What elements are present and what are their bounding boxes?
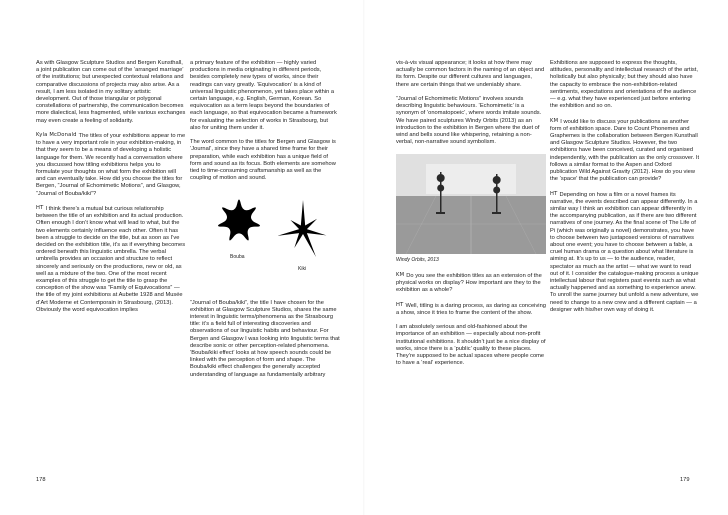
paragraph: The word common to the titles for Bergen and Glasgow is ‘Journal’, since they have a shared time frame for their preparation, while each exhibition has a unique field of form and sound as its focus. Both elements are somehow tied to time-consuming craftsmanship as well as the coupling of motion and sound. [190, 139, 336, 182]
paragraph-text: I would like to discuss your publications as another form of exhibition space. Dare to Count Phonemes and Graphemes is the collaboration between Bergen Kunsthall and Glasgow Sculpture Studios. However, the two exhibitions have been conceived, curated and organised independently, with the publication as the only crossover. It follows a similar format to the Aspen and Oxford publication Wild Against Gravity (2012). How do you view the ‘space’ that the publication can provide? [550, 118, 700, 183]
paragraph: vis-à-vis visual appearance; it looks at how there may actually be common factors in the naming of an object and its form. Despite our different cultures and languages, there are certain things that we undeniably share. [396, 60, 545, 88]
paragraph-text: As with Glasgow Sculpture Studios and Bergen Kunsthall, a joint publication can come out of the ‘arranged marriage’ of the institutions; but unexpected contextual relations and comparative discussions of projects may also arise. As a result, I am less isolated in my solitary artistic development. Out of those triangular or polygonal constellations of partnership, the communication becomes more dialectical, less fragmented, while various exchanges may even create a feeling of solidarity. [36, 60, 186, 124]
speaker-label: HT [550, 190, 558, 197]
paragraph [550, 118, 700, 184]
paragraph [550, 191, 700, 314]
paragraph-text: I am absolutely serious and old-fashioned about the importance of an exhibition — especially about non-profit institutional exhibitions. It shouldn’t just be a nice display of works, since there is a ‘public’ quality to these places. They’re supposed to be actual spaces where people come to have a ‘real’ experience. [396, 324, 546, 367]
installation-photo-drawing [396, 154, 546, 254]
book-gutter [363, 0, 365, 515]
photo-caption: Windy Orbits, 2013 [396, 256, 439, 263]
bouba-kiki-figure [190, 190, 340, 292]
paragraph-text: Well, titling is a daring process, as daring as conceiving a show, since it tries to frame the content of the show. [396, 302, 546, 316]
installation-photo [396, 154, 546, 254]
speaker-label: HT [396, 301, 404, 308]
paragraph [36, 60, 186, 125]
left-page-column-1 [36, 60, 186, 321]
right-page-column-2 [550, 60, 700, 321]
page-number-left: 178 [36, 477, 46, 483]
speaker-label: KM [396, 271, 405, 278]
kiki-shape [278, 198, 328, 262]
speaker-label: HT [36, 205, 44, 212]
page-number-right: 179 [680, 477, 690, 483]
paragraph: a primary feature of the exhibition — highly varied productions in media originating in different periods, besides completely new types of works, since their readings can vary greatly. ‘Equivocation’ is a kind of universal linguistic phenomenon, yet takes place within a certain language, e.g. English, German, Korean. So equivocation as a term leaps beyond the boundaries of each language, so that equivocation became a framework for evaluating the selection of works in Strasbourg, but also for uniting them under it. [190, 60, 337, 131]
paragraph-text: Exhibitions are supposed to express the thoughts, attitudes, personality and intellectual research of the artist, holistically but also physically; but they should also have the capacity to embrace the non-exhibition-related sentiments, expectations and orientations of the audience — e.g. what they have experienced just before entering the exhibition and so on. [550, 60, 698, 110]
paragraph-text: Do you see the exhibition titles as an extension of the physical works on display? How important are they to the exhibition as a whole? [396, 272, 542, 294]
bouba-shape [210, 192, 268, 250]
left-page-column-2 [190, 60, 340, 386]
paragraph: “Journal of Echomimetic Motions” involves sounds describing linguistic behaviours. ‘Echomimetic’ is a synonym of ‘onomatopoeic’, where words imitate sounds. We have paired sculptures Windy Orbits (2013) as an introduction to the exhibition in Bergen where the duet of wind and bells sound like whispering, retaining a non-verbal, non-narrative sound symbolism. [396, 96, 542, 146]
paragraph [550, 60, 700, 110]
paragraph [396, 272, 546, 295]
paragraph [36, 205, 186, 314]
paragraph: “Journal of Bouba/kiki”, the title I have chosen for the exhibition at Glasgow Sculpture Studios, shares the same interest in linguistic terms/phenomena as the Strasbourg title: it’s a field full of interesting discoveries and observations of our linguistic habits and behaviour. For Bergen and Glasgow I was looking into linguistic terms that describe sonic or other perception-related phenomena. ‘Bouba/kiki effect’ looks at how speech sounds could be linked with the perception of form and shape. The Bouba/kiki effect challenges the generally accepted understanding of language as fundamentally arbitrary [190, 299, 340, 378]
paragraph [36, 132, 186, 198]
paragraph-text: I think there’s a mutual but curious relationship between the title of an exhibition and its actual production. Often enough I don’t know what will lead to what, but the two elements certainly influence each other. Often it has been a struggle to decide on the title, but as soon as I’ve decided on the exhibition title, it’s as if everything becomes ordered beneath this linguistic umbrella. The verbal umbrella provides an occasion and structure to reflect sincerely and seriously on the productions, new or old, as well as a mixture of the two. One of the most recent examples of this struggle to get the title to grasp the conception of the show was “Family of Equivocations” — the title of my joint exhibitions at Aubette 1928 and Musée d’Art Moderne et Contemporain in Strasbourg, (2013). Obviously the word equivocation implies [36, 206, 186, 313]
figure-caption-kiki: Kiki [298, 265, 307, 272]
paragraph [396, 302, 546, 317]
paragraph [396, 324, 546, 367]
figure-caption-bouba: Bouba [230, 253, 245, 260]
paragraph-text: The titles of your exhibitions appear to me to have a very important role in your exhibition-making, in that they seem to be a means of developing a holistic language for them. We recently had a conversation where you discussed how titling exhibitions helps you to formulate your thoughts on what form the exhibition will and can eventually take. How did you choose the titles for Bergen, “Journal of Echomimetic Motions”, and Glasgow, “Journal of Bouba/kiki”? [36, 133, 186, 197]
paragraph-text: Depending on how a film or a novel frames its narrative, the events described can appear differently. In a similar way I think an exhibition can appear differently in the accompanying publication, as if there are two different narratives of one journey. As the final scene of The Life of Pi (which was originally a novel) demonstrates, you have to choose between two juxtaposed versions of narratives about one event; you have to choose between a fable, a cruel human drama or a question about what literature is aiming at. It’s up to us — to the audience, reader, spectator as much as the artist — what we want to read out of it. I consider the catalogue-making process a unique intellectual labour that registers past events such as what actually happened and as something to experience anew. To unroll the same journey but unfold a new adventure, we need to change to a new crew and a different captain — a designer with his/her own way of doing it. [550, 191, 699, 313]
right-page-column-1 [396, 60, 546, 375]
speaker-label: KM [550, 117, 559, 124]
speaker-label: Kyla McDonald [36, 132, 77, 139]
